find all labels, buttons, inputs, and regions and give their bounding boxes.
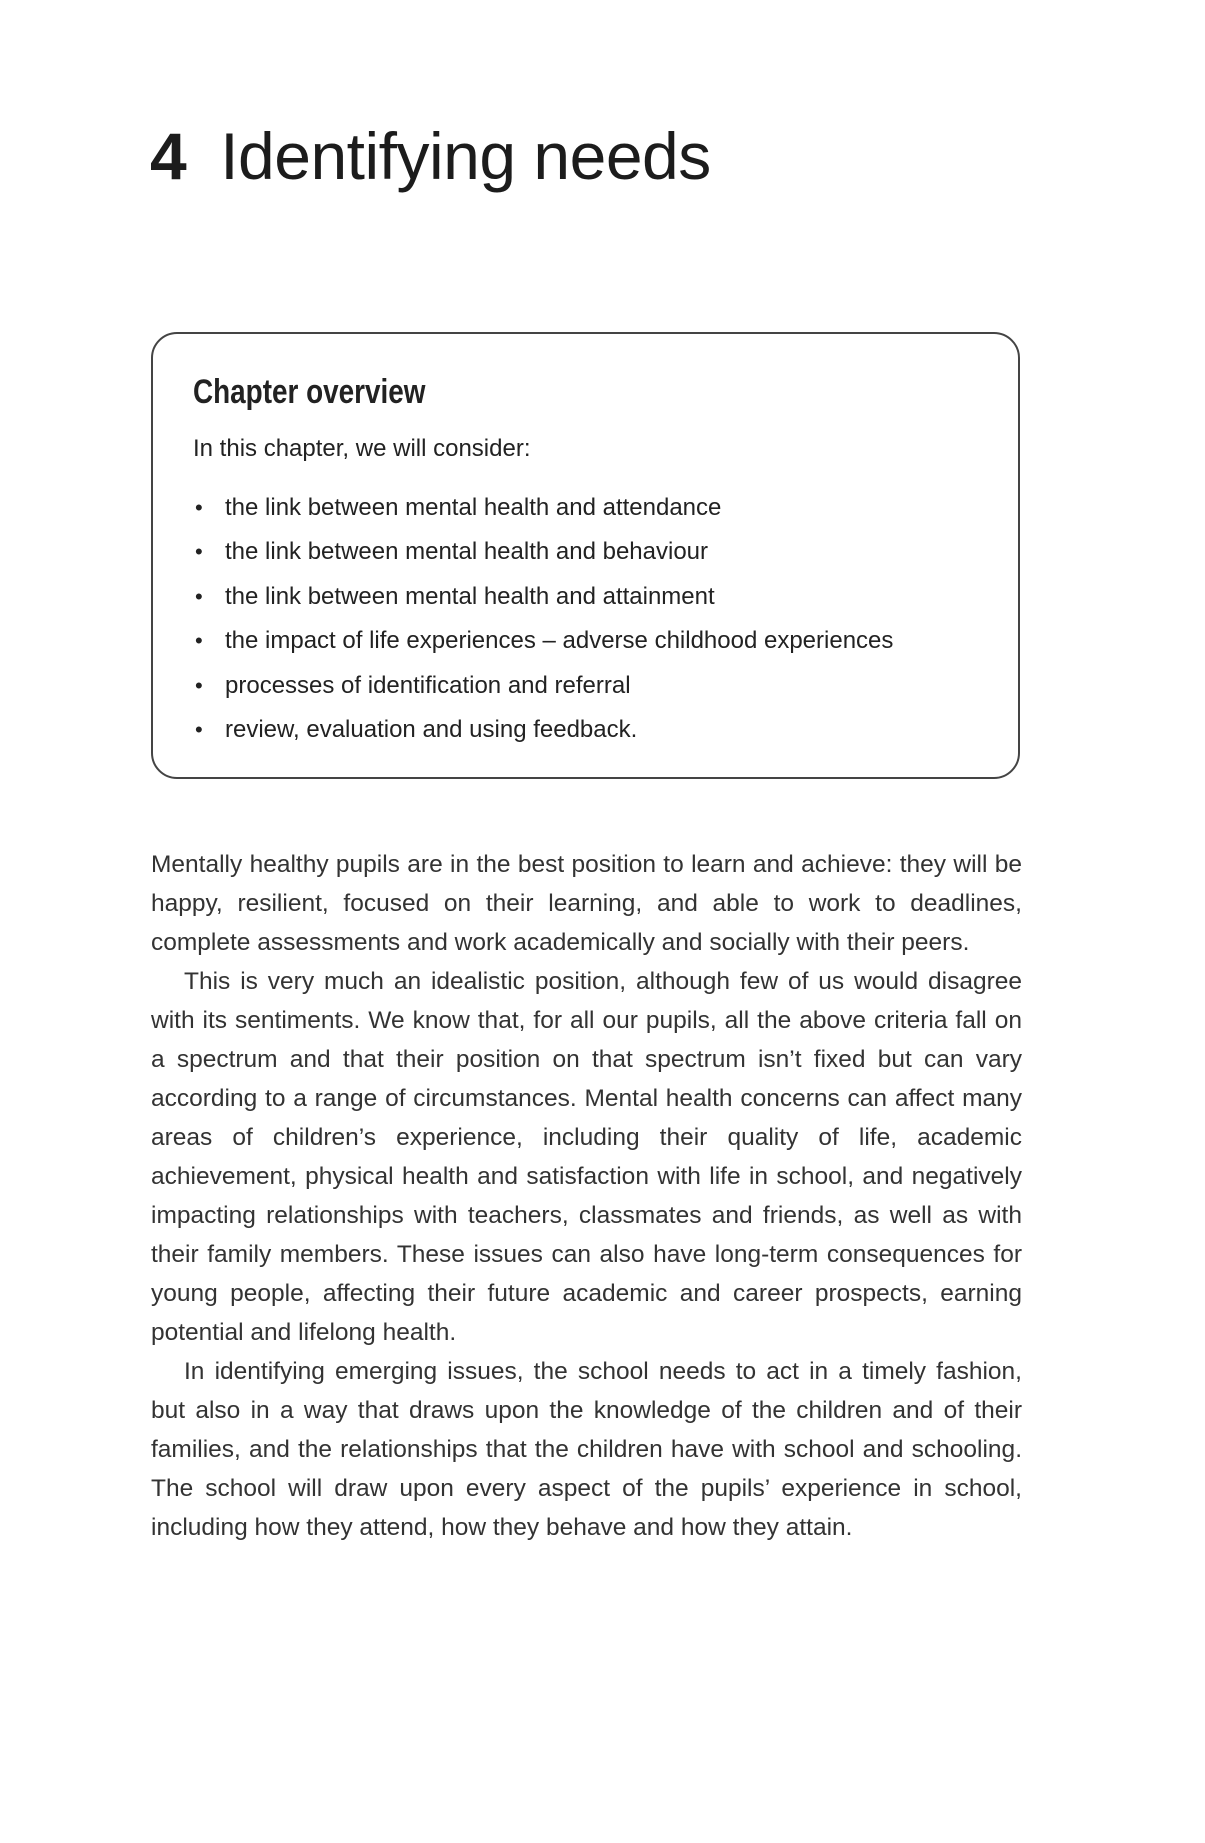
chapter-title: Identifying needs: [220, 119, 711, 193]
overview-title: Chapter overview: [193, 373, 426, 411]
body-paragraph: In identifying emerging issues, the school needs to act in a timely fashion, but also in a way that draws upon the knowledge of the children and of their families, and the relationships that the children have with school and schooling. The school will draw upon every aspect of the pupils’ experience in school, including how they attend, how they behave and how they attain.: [151, 1358, 1022, 1541]
overview-item: • the link between mental health and attendance: [193, 486, 978, 531]
overview-item: • the link between mental health and attainment: [193, 575, 978, 620]
overview-item: • the link between mental health and behaviour: [193, 530, 978, 575]
overview-list: [193, 486, 978, 753]
overview-item: • the impact of life experiences – adverse childhood experiences: [193, 619, 978, 664]
overview-intro: In this chapter, we will consider:: [193, 434, 531, 462]
body-paragraph: This is very much an idealistic position, although few of us would disagree with its sentiments. We know that, for all our pupils, all the above criteria fall on a spectrum and that their position on that spectrum isn’t fixed but can vary according to a range of circumstances. Mental health concerns can affect many areas of children’s experience, including their quality of life, academic achievement, physical health and satisfaction with life in school, and negatively impacting relationships with teachers, classmates and friends, as well as with their family members. These issues can also have long-term consequences for young people, affecting their future academic and career prospects, earning potential and lifelong health.: [151, 968, 1022, 1346]
body-paragraph: Mentally healthy pupils are in the best position to learn and achieve: they will be happy, resilient, focused on their learning, and able to work to deadlines, complete assessments and work academically and socially with their peers.: [151, 851, 1022, 956]
chapter-number: 4: [150, 119, 187, 193]
chapter-heading: [150, 120, 711, 193]
chapter-overview-box: [151, 332, 1020, 779]
overview-item: • review, evaluation and using feedback.: [193, 708, 978, 753]
overview-item: • processes of identification and referral: [193, 664, 978, 709]
body-text: [151, 845, 1022, 1547]
